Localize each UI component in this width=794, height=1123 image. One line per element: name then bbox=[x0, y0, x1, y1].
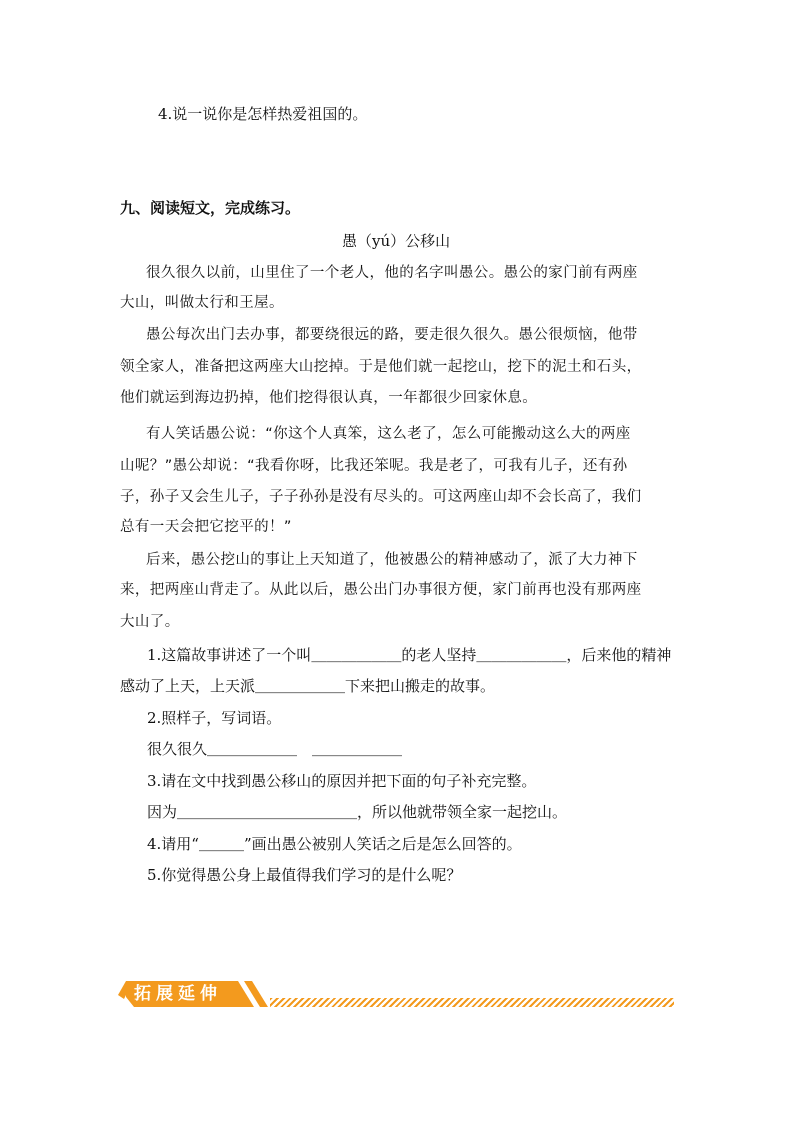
story-line: 他们就运到海边扔掉，他们挖得很认真，一年都很少回家休息。 bbox=[120, 390, 538, 406]
question-2-example: 很久很久＿＿＿＿＿＿ ＿＿＿＿＿＿ bbox=[147, 740, 403, 758]
story-line: 来，把两座山背走了。从此以后，愚公出门办事很方便，家门前再也没有那两座 bbox=[120, 582, 642, 598]
story-line: 很久很久以前，山里住了一个老人，他的名字叫愚公。愚公的家门前有两座 bbox=[146, 265, 638, 281]
banner-label: 拓展延伸 bbox=[134, 984, 222, 1004]
story-line: 有人笑话愚公说：“你这个人真笨，这么老了，怎么可能搬动这么大的两座 bbox=[146, 426, 631, 442]
section-title: 九、阅读短文，完成练习。 bbox=[120, 199, 301, 217]
story-title: 愚（yú）公移山 bbox=[342, 232, 451, 250]
banner-stripes bbox=[270, 998, 674, 1007]
story-line: 总有一天会把它挖平的！” bbox=[120, 519, 292, 535]
story-line: 大山了。 bbox=[120, 614, 180, 630]
story-line: 领全家人，准备把这两座大山挖掉。于是他们就一起挖山，挖下的泥土和石头， bbox=[120, 359, 642, 375]
story-line: 后来，愚公挖山的事让上天知道了，他被愚公的精神感动了，派了大力神下 bbox=[146, 552, 638, 568]
story-line: 山呢？”愚公却说：“我看你呀，比我还笨呢。我是老了，可我有儿子，还有孙 bbox=[120, 458, 628, 474]
story-line: 大山，叫做太行和王屋。 bbox=[120, 295, 284, 311]
story-line: 子，孙子又会生儿子，子子孙孙是没有尽头的。可这两座山却不会长高了，我们 bbox=[120, 489, 642, 505]
question-5: 5.你觉得愚公身上最值得我们学习的是什么呢？ bbox=[147, 866, 462, 884]
question-3: 3.请在文中找到愚公移山的原因并把下面的句子补充完整。 bbox=[147, 772, 537, 790]
story-line: 愚公每次出门去办事，都要绕很远的路，要走很久很久。愚公很烦恼，他带 bbox=[146, 327, 638, 343]
question-1-line-1: 1.这篇故事讲述了一个叫＿＿＿＿＿＿的老人坚持＿＿＿＿＿＿，后来他的精神 bbox=[147, 646, 672, 664]
question-1-line-2: 感动了上天，上天派＿＿＿＿＿＿下来把山搬走的故事。 bbox=[120, 677, 496, 695]
previous-question: 4.说一说你是怎样热爱祖国的。 bbox=[158, 105, 368, 123]
question-3-blank: 因为＿＿＿＿＿＿＿＿＿＿＿＿，所以他就带领全家一起挖山。 bbox=[147, 803, 568, 821]
question-2: 2.照样子，写词语。 bbox=[147, 709, 282, 727]
section-banner bbox=[118, 977, 674, 1017]
banner-label-box bbox=[118, 977, 268, 1013]
question-4: 4.请用“＿＿＿”画出愚公被别人笑话之后是怎么回答的。 bbox=[147, 835, 522, 853]
